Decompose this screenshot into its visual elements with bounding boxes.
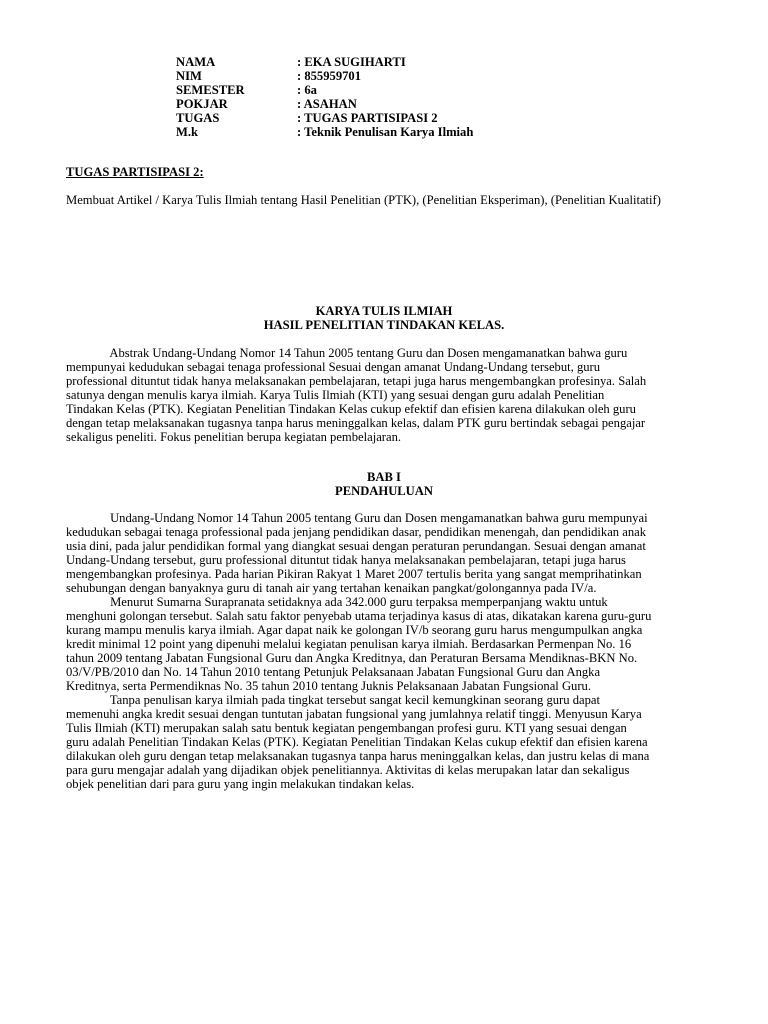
info-row [176, 125, 473, 139]
bab-title-line1: BAB I [367, 470, 401, 484]
info-label: M.k [176, 125, 199, 139]
text-line: Undang-Undang tersebut, guru professional dituntut tidak hanya melaksanakan pembelajaran, tetapi juga harus [66, 553, 626, 567]
info-label: NIM [176, 69, 202, 83]
text-line: sekaligus peneliti. Fokus penelitian berupa kegiatan pembelajaran. [66, 430, 402, 444]
text-line: memenuhi angka kredit sesuai dengan tuntutan jabatan fungsional yang jumlahnya relatif tinggi. Menyusun Karya [66, 707, 642, 721]
text-line: guru adalah Penelitian Tindakan Kelas (PTK). Kegiatan Penelitian Tindakan Kelas cukup efektif dan efisien karena [66, 735, 648, 749]
info-value: : TUGAS PARTISIPASI 2 [297, 111, 438, 125]
info-row [176, 83, 473, 97]
info-value: : EKA SUGIHARTI [297, 55, 406, 69]
abstract-paragraph [66, 346, 726, 444]
text-line: mengembangkan profesinya. Pada harian Pikiran Rakyat 1 Maret 2007 tertulis berita yang sangat memprihatinkan [66, 567, 642, 581]
text-line: Tulis Ilmiah (KTI) merupakan salah satu bentuk kegiatan pengembangan profesi guru. KTI yang sesuai dengan [66, 721, 627, 735]
text-line: objek penelitian dari para guru yang ingin melakukan tindakan kelas. [66, 777, 415, 791]
info-label: SEMESTER [176, 83, 245, 97]
text-line: Undang-Undang Nomor 14 Tahun 2005 tentang Guru dan Dosen mengamanatkan bahwa guru mempunyai [66, 511, 648, 525]
text-line: kredit minimal 12 point yang dipenuhi melalui kegiatan penulisan karya ilmiah. Berdasarkan Permenpan No. 16 [66, 637, 632, 651]
text-line: 03/V/PB/2010 dan No. 14 Tahun 2010 tentang Petunjuk Pelaksanaan Jabatan Fungsional Guru dan Angka [66, 665, 601, 679]
text-line: menghuni golongan tersebut. Salah satu faktor penyebab utama terjadinya kasus di atas, dikatakan karena guru-guru [66, 609, 652, 623]
text-line: Kreditnya, serta Permendiknas No. 35 tahun 2010 tentang Juknis Pelaksanaan Jabatan Fungsional Guru. [66, 679, 591, 693]
kti-title [0, 304, 768, 332]
text-line: Tanpa penulisan karya ilmiah pada tingkat tersebut sangat kecil kemungkinan seorang guru dapat [66, 693, 600, 707]
info-value: : ASAHAN [297, 97, 357, 111]
text-line: usia dini, pada jalur pendidikan formal yang diangkat sesuai dengan peraturan perundangan. Sesuai dengan amanat [66, 539, 646, 553]
text-line: tahun 2009 tentang Jabatan Fungsional Guru dan Angka Kreditnya, dan Peraturan Bersama Mendiknas-BKN No. [66, 651, 638, 665]
text-line: dengan tetap melaksanakan tugasnya tanpa harus meninggalkan kelas, dalam PTK guru bertindak sebagai pengajar [66, 416, 646, 430]
text-line: sehubungan dengan banyaknya guru di tanah air yang tertahan kenaikan pangkat/golongannya pada IV/a. [66, 581, 597, 595]
text-line: satunya dengan menulis karya ilmiah. Karya Tulis Ilmiah (KTI) yang sesuai dengan guru adalah Penelitian [66, 388, 605, 402]
bab-body [66, 511, 726, 791]
text-line: Menurut Sumarna Surapranata setidaknya ada 342.000 guru terpaksa memperpanjang waktu untuk [66, 595, 608, 609]
text-line: kurang mampu menulis karya ilmiah. Agar dapat naik ke golongan IV/b seorang guru harus mengumpulkan angka [66, 623, 643, 637]
text-line: mempunyai kedudukan sebagai tenaga professional Sesuai dengan amanat Undang-Undang tersebut, guru [66, 360, 601, 374]
kti-title-line1: KARYA TULIS ILMIAH [315, 304, 453, 318]
info-label: NAMA [176, 55, 216, 69]
text-line: Abstrak Undang-Undang Nomor 14 Tahun 2005 tentang Guru dan Dosen mengamanatkan bahwa guru [66, 346, 628, 360]
info-value: : Teknik Penulisan Karya Ilmiah [297, 125, 474, 139]
text-line: para guru mengajar adalah yang dijadikan objek penelitiannya. Aktivitas di kelas merupakan latar dan sekaligus [66, 763, 630, 777]
info-value: : 855959701 [297, 69, 362, 83]
task-description: Membuat Artikel / Karya Tulis Ilmiah tentang Hasil Penelitian (PTK), (Penelitian Eksperiman), (Penelitian Kualitatif) [66, 193, 661, 207]
text-line: dilakukan oleh guru dengan tetap melaksanakan tugasnya tanpa harus meninggalkan kelas, dan justru kelas di mana [66, 749, 650, 763]
student-info-block [176, 55, 473, 139]
info-label: TUGAS [176, 111, 220, 125]
info-label: POKJAR [176, 97, 228, 111]
kti-title-line2: HASIL PENELITIAN TINDAKAN KELAS. [263, 318, 505, 332]
task-heading: TUGAS PARTISIPASI 2: [66, 165, 204, 179]
text-line: Tindakan Kelas (PTK). Kegiatan Penelitian Tindakan Kelas cukup efektif dan efisien karena dilakukan oleh guru [66, 402, 636, 416]
info-row [176, 55, 473, 69]
info-row [176, 69, 473, 83]
text-line: professional dituntut tidak hanya melaksanakan pembelajaran, tetapi juga harus mengembangkan profesinya. Salah [66, 374, 647, 388]
text-line: kedudukan sebagai tenaga professional pada jenjang pendidikan dasar, pendidikan menengah, dan pendidikan anak [66, 525, 647, 539]
info-row [176, 97, 473, 111]
bab-title [0, 470, 768, 498]
bab-title-line2: PENDAHULUAN [335, 484, 433, 498]
info-value: : 6a [297, 83, 317, 97]
info-row [176, 111, 473, 125]
